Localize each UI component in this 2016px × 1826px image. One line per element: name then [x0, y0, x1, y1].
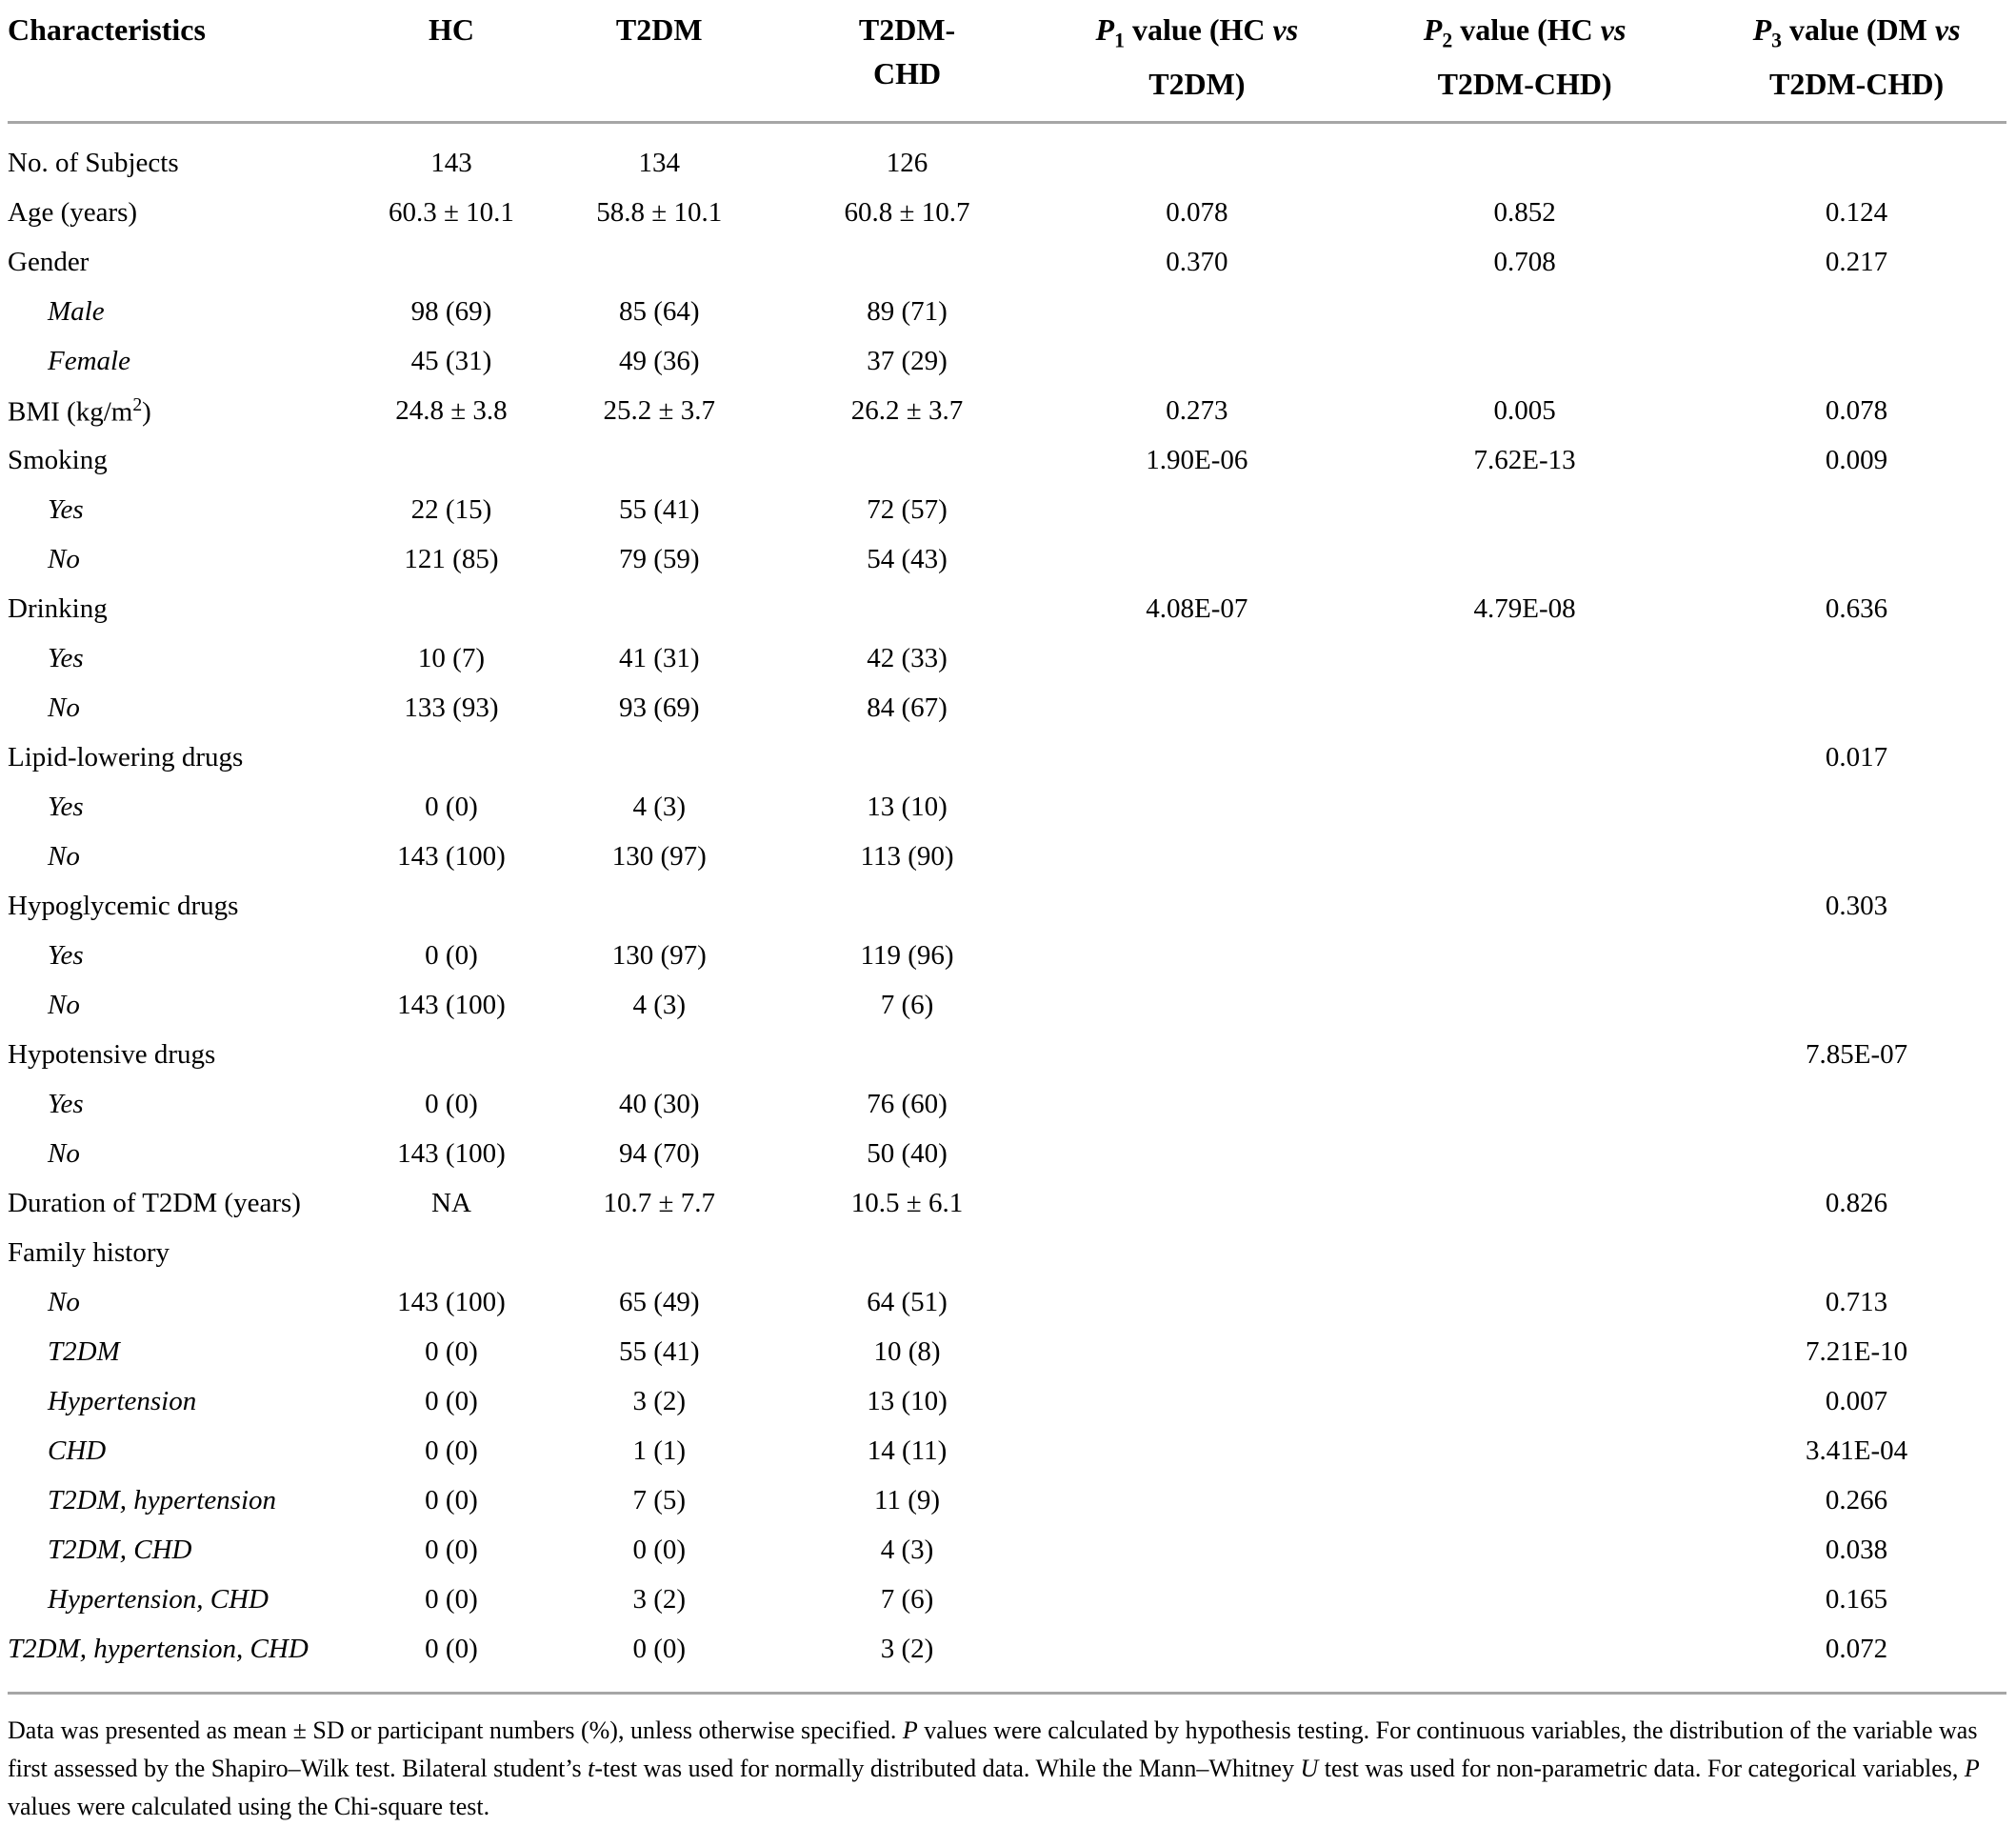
value-cell: 133 (93) [404, 692, 499, 724]
value-cell: 3 (2) [880, 1634, 934, 1665]
value-cell: 0.273 [1166, 395, 1228, 427]
value-cell [1707, 337, 2006, 387]
table-row [8, 1427, 2006, 1476]
value-cell [1343, 733, 1707, 783]
table-row [8, 189, 2006, 238]
value-cell: 3 (2) [632, 1584, 687, 1615]
value-cell: 64 (51) [867, 1287, 948, 1318]
value-cell: 98 (69) [410, 296, 492, 328]
value-cell: 89 (71) [867, 296, 948, 328]
row-label: T2DM [48, 1336, 120, 1368]
column-header-t2dm: T2DM [615, 12, 703, 47]
table-row [8, 436, 2006, 486]
table-row [8, 1031, 2006, 1080]
value-cell: 60.8 ± 10.7 [844, 197, 970, 229]
table-row [8, 932, 2006, 981]
value-cell: 0.266 [1825, 1485, 1888, 1516]
value-cell: 0.124 [1825, 197, 1888, 229]
value-cell: 14 (11) [867, 1435, 948, 1467]
table-footnote: Data was presented as mean ± SD or participant numbers (%), unless otherwise specified. P values were calculated by hypothesis testing. For continuous variables, the distribution of the variable was first assessed by the Shapiro–Wilk test. Bilateral student’s t-test was used for normally distributed data. While the Mann–Whitney U test was used for non-parametric data. For categorical variables, P values were calculated using the Chi-square test. [8, 1716, 1980, 1821]
value-cell: 0.009 [1825, 445, 1888, 476]
value-cell: 4 (3) [632, 792, 687, 823]
value-cell: 0 (0) [425, 940, 478, 972]
value-cell: 45 (31) [410, 346, 492, 377]
value-cell: 7.21E-10 [1805, 1336, 1908, 1368]
value-cell: 4 (3) [880, 1535, 934, 1566]
value-cell [1343, 1031, 1707, 1080]
value-cell: 10.7 ± 7.7 [603, 1188, 715, 1219]
value-cell [1051, 932, 1343, 981]
value-cell [1707, 535, 2006, 585]
value-cell: 143 (100) [397, 1287, 506, 1318]
value-cell [1051, 1130, 1343, 1179]
value-cell [555, 1229, 763, 1278]
value-cell: 143 (100) [397, 990, 506, 1021]
row-label: No [48, 1138, 80, 1170]
value-cell: 13 (10) [867, 1386, 948, 1417]
value-cell [1707, 1229, 2006, 1278]
value-cell [1343, 1328, 1707, 1377]
value-cell [1343, 1377, 1707, 1427]
row-label: No [48, 544, 80, 575]
value-cell [1051, 634, 1343, 684]
value-cell [1343, 288, 1707, 337]
value-cell [1343, 684, 1707, 733]
table-row [8, 981, 2006, 1031]
row-label: Lipid-lowering drugs [8, 742, 244, 773]
value-cell [1051, 1476, 1343, 1526]
table-row [8, 1476, 2006, 1526]
value-cell [1343, 535, 1707, 585]
row-label: No [48, 692, 80, 724]
value-cell: 0 (0) [632, 1634, 687, 1665]
row-label: CHD [48, 1435, 107, 1467]
value-cell [1051, 783, 1343, 833]
value-cell [348, 1229, 555, 1278]
row-label: T2DM, CHD [48, 1535, 192, 1566]
value-cell: 0.165 [1825, 1584, 1888, 1615]
value-cell [1051, 981, 1343, 1031]
value-cell [1343, 123, 1707, 190]
value-cell [1343, 981, 1707, 1031]
value-cell [1051, 833, 1343, 882]
table-row [8, 1179, 2006, 1229]
value-cell: 0.713 [1825, 1287, 1888, 1318]
value-cell [763, 733, 1050, 783]
value-cell [1707, 684, 2006, 733]
value-cell [1707, 783, 2006, 833]
value-cell [1051, 1427, 1343, 1476]
table-row [8, 1080, 2006, 1130]
table-row [8, 684, 2006, 733]
table-row [8, 833, 2006, 882]
value-cell [555, 882, 763, 932]
table-row [8, 1377, 2006, 1427]
value-cell: 0 (0) [425, 1336, 478, 1368]
value-cell: 60.3 ± 10.1 [389, 197, 514, 229]
row-label: Yes [48, 792, 84, 823]
value-cell: 41 (31) [618, 643, 700, 674]
row-label: No [48, 1287, 80, 1318]
value-cell [555, 1031, 763, 1080]
value-cell: 0 (0) [425, 1634, 478, 1665]
value-cell: 119 (96) [860, 940, 954, 972]
value-cell [1051, 486, 1343, 535]
column-header-p2-value-hc-vs-t2dm-chd: $P_2$ value (HC vs T2DM-CHD) [1423, 12, 1627, 102]
value-cell [1707, 1130, 2006, 1179]
value-cell: 1 (1) [632, 1435, 687, 1467]
value-cell [1343, 882, 1707, 932]
value-cell: 0.078 [1166, 197, 1228, 229]
row-label: No. of Subjects [8, 148, 179, 179]
value-cell: 0.217 [1825, 247, 1888, 278]
column-header-p1-value-hc-vs-t2dm: $P_1$ value (HC vs T2DM) [1095, 12, 1299, 102]
row-label: No [48, 990, 80, 1021]
row-label: Yes [48, 940, 84, 972]
value-cell: 0.017 [1825, 742, 1888, 773]
value-cell [1343, 1427, 1707, 1476]
value-cell: 40 (30) [618, 1089, 700, 1120]
value-cell [1707, 634, 2006, 684]
value-cell: 85 (64) [618, 296, 700, 328]
value-cell: 37 (29) [867, 346, 948, 377]
row-label: Yes [48, 1089, 84, 1120]
value-cell [1343, 1130, 1707, 1179]
value-cell: 22 (15) [410, 494, 492, 526]
row-label: BMI $(kg/m^2)$ [8, 394, 151, 428]
value-cell: 11 (9) [874, 1485, 941, 1516]
value-cell: 25.2 ± 3.7 [603, 395, 715, 427]
row-label: Male [48, 296, 105, 328]
value-cell [1343, 486, 1707, 535]
value-cell [348, 1031, 555, 1080]
value-cell: 0 (0) [425, 792, 478, 823]
value-cell [763, 238, 1050, 288]
value-cell: 79 (59) [618, 544, 700, 575]
row-label: Smoking [8, 445, 108, 476]
value-cell [348, 436, 555, 486]
table-body [8, 123, 2006, 1694]
value-cell: 93 (69) [618, 692, 700, 724]
row-label: Yes [48, 643, 84, 674]
row-label: Duration of T2DM (years) [8, 1188, 301, 1219]
value-cell: 3.41E-04 [1805, 1435, 1908, 1467]
table-row [8, 238, 2006, 288]
value-cell: 24.8 ± 3.8 [395, 395, 508, 427]
row-label: No [48, 841, 80, 873]
value-cell: 0.303 [1825, 891, 1888, 922]
column-header-characteristics: Characteristics [8, 12, 206, 47]
value-cell: 4 (3) [632, 990, 687, 1021]
value-cell: 0 (0) [425, 1435, 478, 1467]
value-cell [348, 882, 555, 932]
value-cell [1707, 1080, 2006, 1130]
table-row [8, 634, 2006, 684]
table-row [8, 1278, 2006, 1328]
table-row [8, 585, 2006, 634]
value-cell [1343, 932, 1707, 981]
value-cell: 0.636 [1825, 593, 1888, 625]
value-cell [763, 585, 1050, 634]
row-label: Family history [8, 1237, 170, 1269]
header-row [8, 6, 2006, 123]
column-header-t2dm-chd: T2DM- CHD [858, 12, 956, 90]
value-cell: 0 (0) [425, 1584, 478, 1615]
table-row [8, 123, 2006, 190]
value-cell: 42 (33) [867, 643, 948, 674]
table-row [8, 1575, 2006, 1625]
characteristics-table [8, 6, 2006, 1695]
value-cell [1707, 932, 2006, 981]
table-row [8, 733, 2006, 783]
value-cell [1707, 981, 2006, 1031]
value-cell [1343, 1278, 1707, 1328]
value-cell [1051, 882, 1343, 932]
value-cell [1051, 1526, 1343, 1575]
value-cell [1051, 1625, 1343, 1694]
value-cell: 0 (0) [425, 1485, 478, 1516]
row-label: T2DM, hypertension, CHD [8, 1634, 309, 1665]
table-row [8, 783, 2006, 833]
value-cell: 76 (60) [867, 1089, 948, 1120]
row-label: Hypertension [48, 1386, 197, 1417]
value-cell: 54 (43) [867, 544, 948, 575]
value-cell [348, 585, 555, 634]
value-cell [1343, 1476, 1707, 1526]
table-row [8, 387, 2006, 436]
value-cell: 7.62E-13 [1473, 445, 1576, 476]
value-cell: 0 (0) [425, 1535, 478, 1566]
value-cell [763, 436, 1050, 486]
value-cell: 26.2 ± 3.7 [850, 395, 964, 427]
value-cell: 84 (67) [867, 692, 948, 724]
value-cell [763, 1031, 1050, 1080]
value-cell [1343, 1080, 1707, 1130]
row-label: T2DM, hypertension [48, 1485, 277, 1516]
value-cell [1051, 1080, 1343, 1130]
value-cell: 10.5 ± 6.1 [850, 1188, 964, 1219]
value-cell: 0.007 [1825, 1386, 1888, 1417]
value-cell: NA [431, 1188, 471, 1219]
value-cell [555, 733, 763, 783]
table-row [8, 882, 2006, 932]
value-cell [1343, 1229, 1707, 1278]
row-label: Hypertension, CHD [48, 1584, 269, 1615]
value-cell: 143 [430, 148, 472, 179]
value-cell: 113 (90) [860, 841, 954, 873]
table-row [8, 1130, 2006, 1179]
value-cell [1051, 123, 1343, 190]
value-cell: 10 (8) [873, 1336, 941, 1368]
value-cell: 0.078 [1825, 395, 1888, 427]
value-cell [1051, 1278, 1343, 1328]
value-cell [1051, 1229, 1343, 1278]
value-cell [1051, 1328, 1343, 1377]
row-label: Female [48, 346, 130, 377]
column-header-hc: HC [428, 12, 474, 47]
table-row [8, 288, 2006, 337]
table-header [8, 6, 2006, 123]
value-cell: 94 (70) [618, 1138, 700, 1170]
value-cell: 0.005 [1493, 395, 1556, 427]
row-label: Age (years) [8, 197, 138, 229]
value-cell [1051, 733, 1343, 783]
value-cell [1343, 833, 1707, 882]
value-cell: 55 (41) [618, 1336, 700, 1368]
value-cell [1343, 1575, 1707, 1625]
value-cell: 121 (85) [404, 544, 499, 575]
value-cell: 55 (41) [618, 494, 700, 526]
value-cell: 13 (10) [867, 792, 948, 823]
table-row [8, 1328, 2006, 1377]
value-cell [1707, 833, 2006, 882]
table-row [8, 535, 2006, 585]
table-row [8, 1526, 2006, 1575]
value-cell [1343, 783, 1707, 833]
value-cell: 134 [638, 148, 680, 179]
value-cell: 4.79E-08 [1473, 593, 1576, 625]
value-cell: 130 (97) [611, 841, 707, 873]
row-label: Gender [8, 247, 90, 278]
value-cell [1343, 634, 1707, 684]
value-cell [1051, 288, 1343, 337]
value-cell [763, 882, 1050, 932]
column-header-p3-value-dm-vs-t2dm-chd: $P_3$ value (DM vs T2DM-CHD) [1752, 12, 1961, 102]
value-cell [555, 436, 763, 486]
value-cell [1707, 288, 2006, 337]
value-cell [1051, 535, 1343, 585]
table-row [8, 1229, 2006, 1278]
value-cell [348, 733, 555, 783]
value-cell: 126 [886, 148, 928, 179]
value-cell: 0.708 [1493, 247, 1556, 278]
value-cell [555, 585, 763, 634]
value-cell: 0.072 [1825, 1634, 1888, 1665]
value-cell [1343, 1526, 1707, 1575]
table-row [8, 486, 2006, 535]
value-cell: 3 (2) [632, 1386, 687, 1417]
value-cell [1051, 1031, 1343, 1080]
value-cell [1051, 1179, 1343, 1229]
value-cell [1051, 1377, 1343, 1427]
value-cell: 72 (57) [867, 494, 948, 526]
value-cell: 7.85E-07 [1805, 1039, 1908, 1071]
value-cell: 49 (36) [618, 346, 700, 377]
value-cell: 58.8 ± 10.1 [596, 197, 723, 229]
value-cell: 7 (5) [632, 1485, 687, 1516]
row-label: Yes [48, 494, 84, 526]
value-cell: 0 (0) [425, 1386, 478, 1417]
value-cell [555, 238, 763, 288]
value-cell: 4.08E-07 [1146, 593, 1248, 625]
value-cell [1051, 337, 1343, 387]
value-cell [348, 238, 555, 288]
value-cell: 130 (97) [611, 940, 707, 972]
value-cell: 50 (40) [867, 1138, 948, 1170]
table-row [8, 337, 2006, 387]
value-cell [1343, 1625, 1707, 1694]
value-cell: 0.370 [1166, 247, 1228, 278]
value-cell: 0.826 [1825, 1188, 1888, 1219]
row-label: Hypoglycemic drugs [8, 891, 239, 922]
value-cell: 0 (0) [425, 1089, 478, 1120]
value-cell: 7 (6) [880, 990, 934, 1021]
value-cell: 0 (0) [632, 1535, 687, 1566]
value-cell [1343, 337, 1707, 387]
value-cell [1343, 1179, 1707, 1229]
row-label: Drinking [8, 593, 108, 625]
value-cell [763, 1229, 1050, 1278]
value-cell: 143 (100) [397, 841, 506, 873]
value-cell [1051, 1575, 1343, 1625]
value-cell: 0.038 [1825, 1535, 1888, 1566]
value-cell: 7 (6) [880, 1584, 934, 1615]
value-cell [1707, 123, 2006, 190]
value-cell: 1.90E-06 [1146, 445, 1248, 476]
table-row [8, 1625, 2006, 1694]
value-cell [1051, 684, 1343, 733]
value-cell: 10 (7) [417, 643, 485, 674]
value-cell [1707, 486, 2006, 535]
value-cell: 143 (100) [397, 1138, 506, 1170]
value-cell: 65 (49) [618, 1287, 700, 1318]
value-cell: 0.852 [1493, 197, 1556, 229]
row-label: Hypotensive drugs [8, 1039, 216, 1071]
